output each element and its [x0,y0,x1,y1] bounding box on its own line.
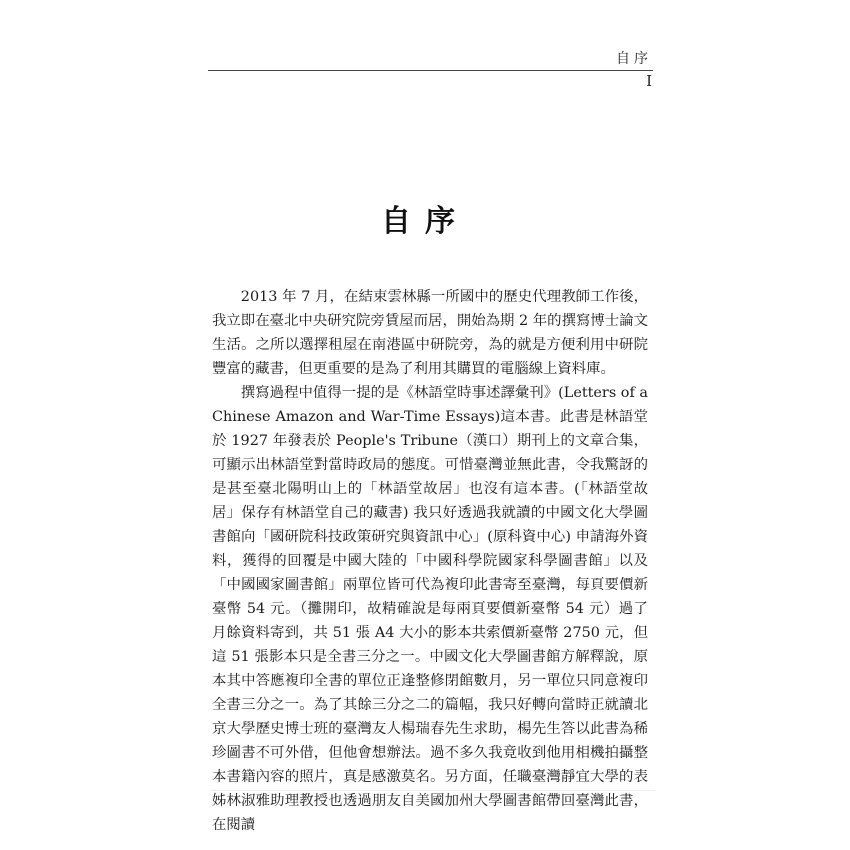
page-number: I [646,72,652,90]
bottom-edge [210,790,655,791]
paragraph-2: 撰寫過程中值得一提的是《林語堂時事述譯彙刊》(Letters of a Chinese Amazon and War-Time Essays)這本書。此書是林語堂於 1927 年發表於 People's Tribune（漢口）期刊上的文章合集，可顯示出林語堂對當時政局的態度。可惜臺灣並無此書，令我驚訝的是甚至臺北陽明山上的「林語堂故居」也沒有這本書。(「林語堂故居」保存有林語堂自己的藏書) 我只好透過我就讀的中國文化大學圖書館向「國研院科技政策研究與資訊中心」(原科資中心) 申請海外資料，獲得的回覆是中國大陸的「中國科學院國家科學圖書館」以及「中國國家圖書館」兩單位皆可代為複印此書寄至臺灣，每頁要價新臺幣 54 元。（攤開印，故精確說是每兩頁要價新臺幣 54 元）過了月餘資料寄到，共 51 張 A4 大小的影本共索價新臺幣 2750 元，但這 51 張影本只是全書三分之一。中國文化大學圖書館方解釋說，原本其中答應複印全書的單位正逢整修閉館數月，另一單位只同意複印全書三分之一。為了其餘三分之二的篇幅，我只好轉向當時正就讀北京大學歷史博士班的臺灣友人楊瑞春先生求助，楊先生答以此書為稀珍圖書不可外借，但他會想辦法。過不多久我竟收到他用相機拍攝整本書籍內容的照片，真是感激莫名。另方面，任職臺灣靜宜大學的表姊林淑雅助理教授也透過朋友自美國加州大學圖書館帶回臺灣此書，在閱讀 [212,385,648,833]
chapter-title: 自序 [381,204,469,239]
body-text [212,285,648,837]
header-rule [208,70,653,71]
running-head-title: 自序 [616,51,652,67]
paragraph-1: 2013 年 7 月，在結束雲林縣一所國中的歷史代理教師工作後，我立即在臺北中央研究院旁賃屋而居，開始為期 2 年的撰寫博士論文生活。之所以選擇租屋在南港區中研院旁，為的就是方便利用中研院豐富的藏書，但更重要的是為了利用其購買的電腦線上資料庫。 [212,289,648,377]
